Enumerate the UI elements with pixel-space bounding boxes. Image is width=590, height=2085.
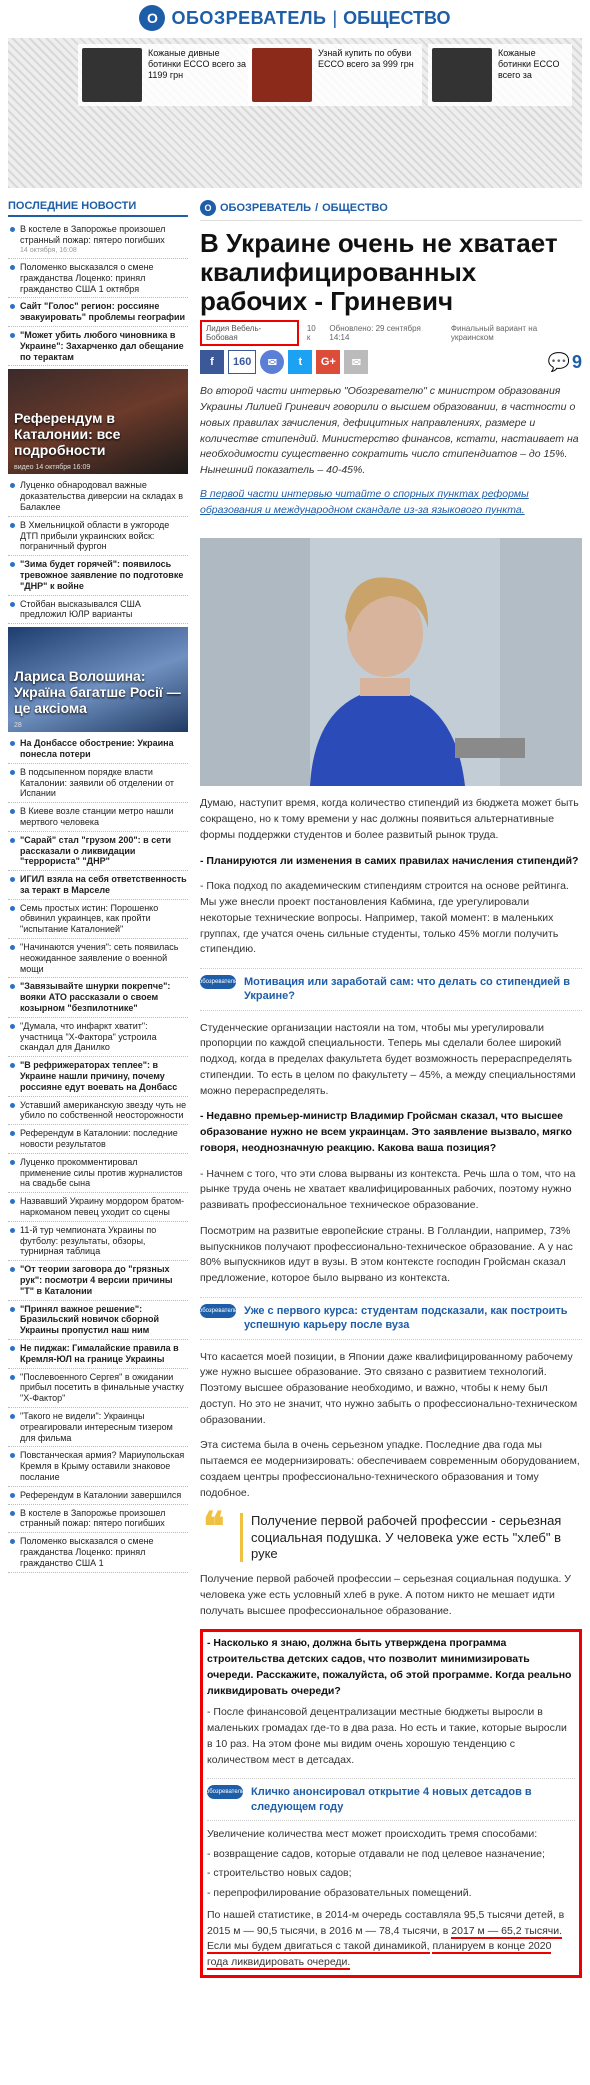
news-item-title[interactable]: Референдум в Каталонии: последние новости результатов [20, 1128, 178, 1150]
news-list-item[interactable] [8, 1447, 188, 1486]
obozrevatel-badge-icon: обозреватель [200, 975, 236, 989]
news-item-title[interactable]: "Начинаются учения": сеть появилась неожиданное заявление о военной мощи [20, 942, 179, 974]
list-item: - строительство новых садов; [207, 1867, 352, 1880]
ad-thumb [252, 48, 312, 102]
paragraph: - После финансовой децентрализации местные бюджеты выросли в маленьких громадах где-то в два раза. Но есть и такие, которые выросли в 10 раз. На этом фоне мы видим очень хорошую тенденцию с количеством мест в детсадах. [207, 1706, 567, 1766]
banner-ad-3[interactable] [428, 44, 572, 106]
email-share-button[interactable]: ✉ [344, 350, 368, 374]
news-list-item[interactable] [8, 259, 188, 298]
news-item-title[interactable]: Референдум в Каталонии завершился [20, 1489, 182, 1500]
question: - Недавно премьер-министр Владимир Гройсман сказал, что высшее образование нужно не всем украинцам. Это заявление вызвало, мягко говоря, неоднозначную реакцию. Какова ваша позиция? [200, 1110, 572, 1154]
news-list-item[interactable] [8, 803, 188, 832]
facebook-share-count: 160 [228, 350, 256, 374]
news-item-title[interactable]: Уставший американскую звезду чуть не убило по собственной неосторожности [20, 1099, 187, 1121]
news-item-title[interactable]: "Сарай" стал "грузом 200": в сети рассказали о ликвидации "террориста" "ДНР" [20, 834, 172, 867]
related-article[interactable] [200, 1297, 582, 1340]
news-item-title[interactable]: Назвавший Украину мордором братом-наркоманом певец уходит со сцены [20, 1196, 185, 1218]
news-item-title[interactable]: В Хмельницкой области в ужгороде ДТП прибыли украинских войск: пограничный фургон [20, 519, 170, 552]
banner-ad-1[interactable] [78, 44, 252, 106]
news-item-title[interactable]: "Такого не видели": Украинцы отреагировали интересным тизером для фильма [20, 1410, 173, 1443]
breadcrumb-separator: / [315, 202, 319, 214]
question: - Насколько я знаю, должна быть утверждена программа строительства детских садов, что позволит минимизировать очереди. Расскажите, пожалуйста, об этой программе. Когда реально ликвидировать очереди? [207, 1637, 572, 1697]
news-list-item[interactable] [8, 298, 188, 327]
paragraph: Думаю, наступит время, когда количество стипендий из бюджета может быть сокращено, но к тому времени у нас должны появиться альтернативные формы поддержки студентов и более развитый рынок труда. [200, 797, 579, 841]
news-list-item[interactable] [8, 1487, 188, 1505]
question: - Планируются ли изменения в самих правилах начисления стипендий? [200, 854, 579, 867]
news-list-item[interactable] [8, 1097, 188, 1126]
related-article-title[interactable]: Мотивация или заработай сам: что делать со стипендией в Украине? [244, 976, 570, 1003]
breadcrumb-brand[interactable]: ОБОЗРЕВАТЕЛЬ [220, 202, 312, 214]
highlighted-section [200, 1629, 582, 1978]
article-lead: Во второй части интервью "Обозревателю" с министром образования Украины Лилией Гриневич говорили о высшем образовании, в частности о новых правилах зачисления, дефицитных направлениях, размере и количестве стипендий. Министерство финансов, кстати, настаивает на необходимости существенно сократить число стипендиатов – до 15%. Нынешний показатель – 40-45%. [200, 385, 579, 477]
header-separator: | [332, 7, 338, 28]
photo-news-caption: Лариса Волошина: Україна багатше Росії — це аксіома [14, 667, 181, 717]
views-count: 10 к [306, 324, 316, 343]
paragraph: Посмотрим на развитые европейские страны. В Голландии, например, 73% выпускников получают профессионально-техническое образование. А у нас 80% выпускников идут в вузы. В этом контексте господин Гройсман сказал предложение, которое было вырвано из контекста. [200, 1224, 573, 1285]
news-item-title[interactable]: Повстанческая армия? Мариупольская Кремля в Крыму оставили знаковое послание [20, 1450, 185, 1482]
underlined-text: 2017 м — 65,2 тысячи. Если мы будем двигаться с такой динамикой, [207, 1924, 563, 1953]
news-list-item[interactable] [8, 1369, 188, 1408]
photo-news-meta: видео 14 октября 16:09 [14, 464, 91, 472]
news-list-item[interactable] [8, 832, 188, 871]
news-item-title[interactable]: Поломенко высказался о смене гражданства Лоценко: принял гражданство США 1 октября [20, 261, 154, 294]
photo-news-1[interactable] [8, 369, 188, 474]
paragraph-statistics [207, 1908, 575, 1971]
news-list-item[interactable] [8, 221, 188, 259]
news-list-item[interactable] [8, 1057, 188, 1096]
underlined-text: планируем в конце 2020 года ликвидировать очереди. [207, 1940, 552, 1969]
article-photo [200, 538, 582, 786]
author-link[interactable]: Лидия Вебель-Бобовая [200, 320, 299, 346]
news-item-meta: 14 октября, 16:08 [20, 246, 77, 254]
stat-text: По нашей статистике, в 2014-м очередь составляла 95,5 тысячи детей, в 2015 м — 90,5 тысячи, в 2016 м — 78,4 тысячи, в [207, 1908, 565, 1937]
list-item: - возвращение садов, которые отдавали не под целевое назначение; [207, 1847, 545, 1860]
first-part-link[interactable]: В первой части интервью читайте о спорных пунктах реформы образования и международном скандале из-за языкового пункта. [200, 487, 529, 516]
messenger-share-button[interactable]: ✉ [260, 350, 284, 374]
news-item-title[interactable]: В Киеве возле станции метро нашли мертвого человека [20, 806, 174, 827]
article-title: В Украине очень не хватает квалифицированных рабочих - Гриневич [200, 228, 558, 317]
ad-banner[interactable] [8, 38, 582, 188]
pull-quote [203, 1505, 582, 1562]
paragraph: Получение первой рабочей профессии – серьезная социальная подушка. У человека уже есть условный хлеб в руке. А потом никто не мешает идти получать высшее профессиональное образование. [200, 1573, 571, 1617]
share-bar [200, 350, 582, 374]
news-list-item[interactable] [8, 1222, 188, 1261]
quote-icon: ❝ [203, 1505, 225, 1550]
ad-thumb [82, 48, 142, 102]
paragraph: Студенческие организации настояли на том, чтобы мы урегулировали пропорции по каждой специальности. Теперь мы сделали более широкий подход, когда в пределах факультета будет возможность перераспределять стипендии. То есть в целом по факультету – 45%, а между специальностями можно перераспределять. [200, 1021, 576, 1097]
logo-icon[interactable]: О [139, 5, 165, 31]
logo-icon[interactable]: О [200, 200, 216, 216]
sidebar-title: ПОСЛЕДНИЕ НОВОСТИ [8, 200, 188, 217]
related-article[interactable] [200, 968, 582, 1011]
comment-icon: 💬 [547, 351, 570, 372]
news-list-item[interactable] [8, 1301, 188, 1340]
paragraph: Эта система была в очень серьезном упадке. Последние два года мы пытаемся ее модернизировать: обеспечиваем современным оборудованием, создаем центры профессионально-технического образования и тому подобное. [200, 1439, 580, 1499]
photo-news-meta: 28 [14, 722, 22, 730]
obozrevatel-badge-icon: обозреватель [207, 1785, 243, 1799]
news-list-item[interactable] [8, 477, 188, 516]
minister-photo [200, 538, 582, 786]
photo-news-2[interactable] [8, 627, 188, 732]
news-list-item[interactable] [8, 978, 188, 1017]
obozrevatel-badge-icon: обозреватель [200, 1304, 236, 1318]
ad-text: Узнай купить по обуви ECCO всего за 999 грн [318, 48, 414, 69]
news-item-title[interactable]: "Принял важное решение": Бразильский новичок сборной Украины пропустил наш ним [20, 1303, 160, 1336]
news-list-item[interactable] [8, 556, 188, 595]
news-item-title[interactable]: 11-й тур чемпионата Украины по футболу: результаты, обзоры, турнирная таблица [20, 1224, 157, 1257]
news-item-title[interactable]: На Донбассе обострение: Украина понесла потери [20, 738, 174, 759]
news-item-title[interactable]: Не пиджак: Гималайские правила в Кремля-ЮЛ на границе Украины [20, 1342, 179, 1364]
ad-text: Кожаные ботинки ECCO всего за [498, 48, 560, 80]
twitter-share-button[interactable]: t [288, 350, 312, 374]
news-list-item[interactable] [8, 1125, 188, 1154]
comments-count: 9 [571, 351, 582, 372]
section-title[interactable]: ОБЩЕСТВО [343, 7, 451, 28]
paragraph: Увеличение количества мест может происходить тремя способами: [207, 1827, 538, 1840]
photo-news-caption: Референдум в Каталонии: все подробности [14, 410, 121, 459]
news-list-item[interactable] [8, 517, 188, 556]
news-list-item[interactable] [8, 596, 188, 625]
news-item-title[interactable]: Поломенко высказался о смене гражданства Лоценко: принял гражданство США 1 [20, 1536, 154, 1568]
latest-news-sidebar [8, 200, 188, 1573]
paragraph: Что касается моей позиции, в Японии даже квалифицированному рабочему уже нужно высшее образование. Это связано с развитием технологий. Поэтому высшее образование необходимо, и важно, чтобы к нему был доступ. Но это не значит, что нужно забыть о профессионально-техническом образовании. [200, 1350, 578, 1426]
news-list-item[interactable] [8, 1505, 188, 1534]
breadcrumb [200, 200, 582, 221]
article [200, 200, 582, 1978]
news-list-item[interactable] [8, 900, 188, 939]
news-list-item[interactable] [8, 327, 188, 366]
news-item-title[interactable]: "Думала, что инфаркт хватит": участница "Х-Фактора" устроила скандал для Данилко [20, 1020, 157, 1053]
ad-text: Кожаные дивные ботинки ECCO всего за 1199 грн [148, 48, 246, 80]
news-item-title[interactable]: "В рефрижераторах теплее": в Украине нашли причину, почему россияне едут воевать на Донбасс [20, 1060, 178, 1092]
news-item-title[interactable]: Семь простых истин: Порошенко обвинил украинцев, как пройти "испытание Каталонией" [20, 902, 159, 935]
news-item-title[interactable]: "Завязывайте шнурки покрепче": вояки АТО рассказали о своем козырном "безпилотнике" [20, 981, 171, 1014]
news-list-item[interactable] [8, 1533, 188, 1572]
paragraph: - Начнем с того, что эти слова вырваны из контекста. Речь шла о том, что на рынке труда очень не хватает квалифицированных рабочих, поэтому нужно развивать профессиональное техническое образование. [200, 1167, 576, 1212]
related-article-title[interactable]: Уже с первого курса: студентам подсказали, как построить успешную карьеру после вуза [244, 1304, 568, 1332]
news-item-title[interactable]: В подсыпенном порядке власти Каталонии: заявили об отделении от Испании [20, 766, 175, 799]
top-header [0, 0, 590, 36]
comments-link[interactable] [548, 352, 582, 373]
news-list-item[interactable] [8, 1193, 188, 1222]
paragraph: - Пока подход по академическим стипендиям строится на основе рейтинга. Мы уже внесли проект постановления Кабмина, где урегулировали некоторые технические вопросы. Например, такой момент: в маленьких группах, где учатся очень сильные студенты, только 45% могли получить стипендию. [200, 880, 569, 956]
breadcrumb-section[interactable]: ОБЩЕСТВО [322, 202, 388, 214]
related-article[interactable] [207, 1778, 575, 1821]
banner-ad-2[interactable] [248, 44, 422, 106]
list-item: - перепрофилирование образовательных помещений. [207, 1887, 472, 1900]
news-item-title[interactable]: "Послевоенного Сергея" в ожидании прибыл посетить в финальные участку "Х-Фактор" [20, 1371, 184, 1404]
news-item-title[interactable]: В костеле в Запорожье произошел странный пожар: пятеро погибших [20, 224, 166, 245]
logo-text[interactable]: ОБОЗРЕВАТЕЛЬ [171, 7, 327, 28]
article-lead-link [200, 487, 582, 519]
news-list-item[interactable] [8, 1018, 188, 1057]
news-list-item[interactable] [8, 1340, 188, 1369]
news-item-title[interactable]: Луценко обнародовал важные доказательства диверсии на складах в Балаклее [20, 480, 184, 512]
ad-thumb [432, 48, 492, 102]
news-list-item[interactable] [8, 1154, 188, 1193]
related-article-title[interactable]: Кличко анонсировал открытие 4 новых детсадов в следующем году [251, 1786, 532, 1813]
news-item-title[interactable]: Стойбан высказывался США предложил ЮЛР варианты [20, 598, 141, 620]
googleplus-share-button[interactable]: G+ [316, 350, 340, 374]
news-list-item[interactable] [8, 939, 188, 978]
language-link[interactable]: Финальный вариант на украинском [450, 324, 538, 343]
facebook-share-button[interactable]: f [200, 350, 224, 374]
news-item-title[interactable]: Луценко прокомментировал применение силы против журналистов на свадьбе сына [20, 1156, 183, 1189]
news-item-title[interactable]: "Зима будет горячей": появилось тревожное заявление по подготовке "ДНР" к войне [20, 559, 184, 591]
news-list-item[interactable] [8, 1261, 188, 1300]
publish-date: Обновлено: 29 сентября 14:14 [329, 324, 421, 343]
news-item-title[interactable]: Сайт "Голос" регион: россияне эвакуировать" проблемы географии [20, 301, 186, 323]
news-item-title[interactable]: "Может убить любого чиновника в Украине": Захарченко дал обещание по терактам [20, 329, 184, 362]
news-item-title[interactable]: ИГИЛ взяла на себя ответственность за теракт в Марселе [20, 874, 187, 895]
news-item-title[interactable]: В костеле в Запорожье произошел странный пожар: пятеро погибших [20, 1507, 166, 1529]
news-list-item[interactable] [8, 764, 188, 803]
news-list-item[interactable] [8, 871, 188, 900]
news-list-item[interactable] [8, 1408, 188, 1447]
pull-quote-text: Получение первой рабочей профессии - серьезная социальная подушка. У человека уже есть "хлеб" в руке [251, 1513, 562, 1561]
news-list-item[interactable] [8, 735, 188, 764]
article-meta [200, 324, 582, 342]
news-item-title[interactable]: "От теории заговора до "грязных рук": посмотри 4 версии причины "Т" в Каталонии [20, 1264, 173, 1296]
